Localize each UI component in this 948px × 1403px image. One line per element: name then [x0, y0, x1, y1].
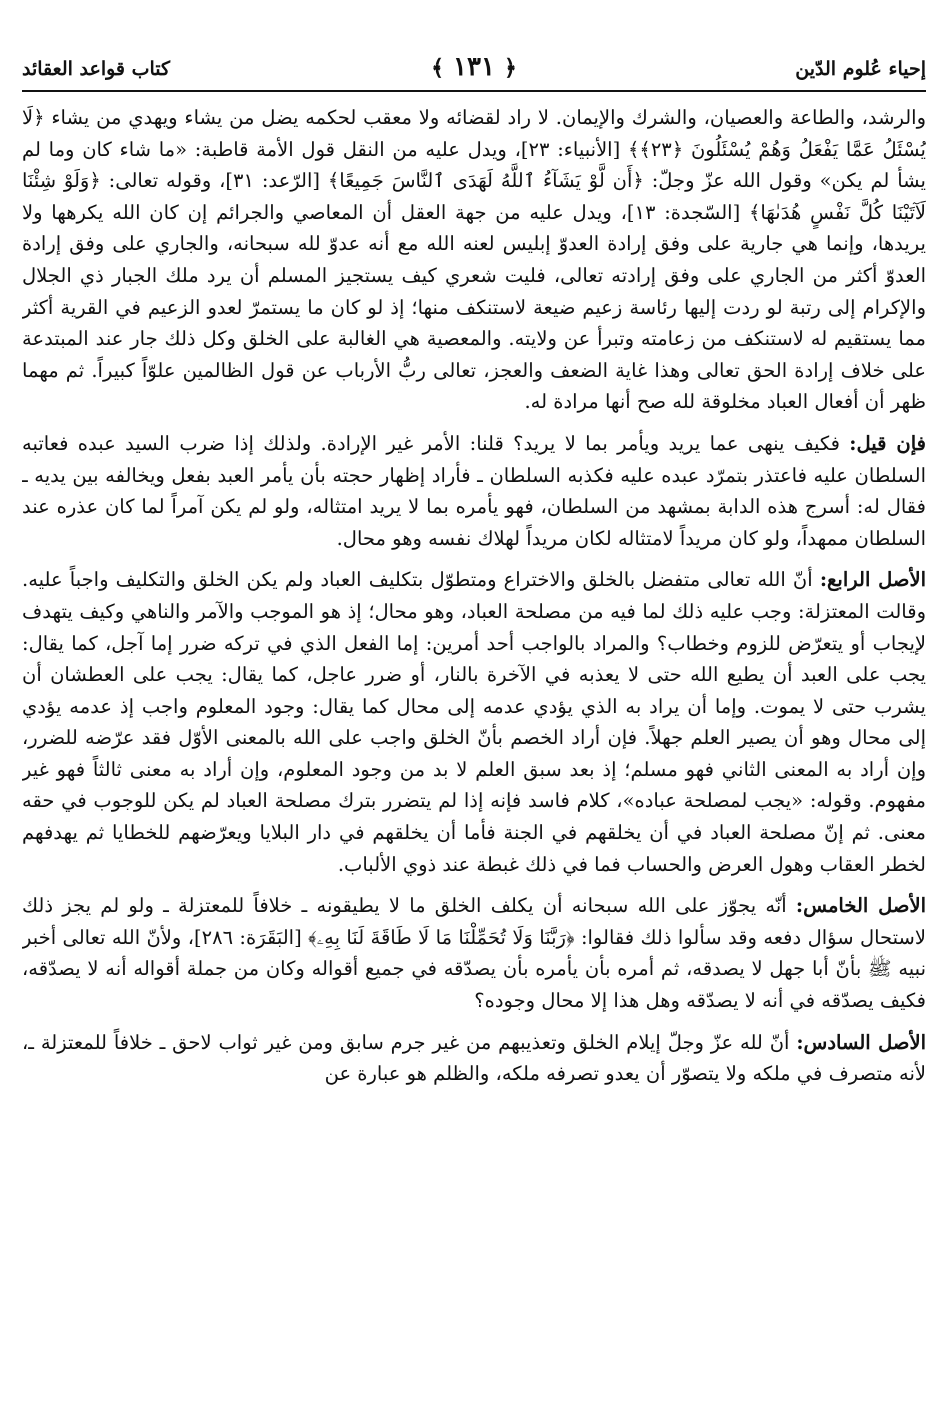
running-header — [22, 48, 926, 92]
book-page — [22, 48, 926, 1388]
paragraph-1 — [22, 102, 926, 418]
paragraph-4-text: أنّه يجوّز على الله سبحانه أن يكلف الخلق ما لا يطيقونه ـ خلافاً للمعتزلة ـ ولو لم يجز ذلك لاستحال سؤال دفعه وقد سألوا ذلك فقالوا: ﴿رَبَّنَا وَلَا تُحَمِّلْنَا مَا لَا طَاقَةَ لَنَا بِهِۦ﴾ [البَقَرَة: ٢٨٦]، ولأنّ الله تعالى أخبر نبيه ﷺ بأنّ أبا جهل لا يصدقه، ثم أمره بأن يأمره بأن يصدّقه في جميع أقواله وكان من جملة أقواله أنه لا يصدّقه، فكيف يصدّقه في أنه لا يصدّقه وهل هذا إلا محال وجوده؟ — [22, 894, 926, 1013]
body-text — [22, 102, 926, 1090]
paragraph-2-heading: فإن قيل: — [849, 431, 926, 455]
chapter-title: كتاب قواعد العقائد — [22, 58, 171, 80]
paragraph-3-text: أنّ الله تعالى متفضل بالخلق والاختراع ومتطوّل بتكليف العباد ولم يكن الخلق والتكليف واجباً عليه. وقالت المعتزلة: وجب عليه ذلك لما فيه من مصلحة العباد، وهو محال؛ إذ هو الموجب والآمر والناهي وكيف يتهدف لإيجاب أو يتعرّض للزوم وخطاب؟ والمراد بالواجب أحد أمرين: إما الفعل الذي في تركه ضرر إما آجل، كما يقال: يجب على العبد أن يطيع الله حتى لا يعذبه في الآخرة بالنار، أو ضرر عاجل، كما يقال: يجب على العطشان أن يشرب حتى لا يموت. وإما أن يراد به الذي يؤدي عدمه إلى محال كما يقال: وجود المعلوم واجب إذ عدمه يؤدي إلى محال وهو أن يصير العلم جهلاً. فإن أراد الخصم بأنّ الخلق واجب على الله بالمعنى الأوّل فقد عرّضه للضرر، وإن أراد به المعنى الثاني فهو مسلم؛ إذ بعد سبق العلم لا بد من وجود المعلوم، وإن أراد به معنى ثالثاً فهو غير مفهوم. وقوله: «يجب لمصلحة عباده»، كلام فاسد فإنه إذا لم يتضرر بترك مصلحة العباد لم يكن للوجوب في حقه معنى. ثم إنّ مصلحة العباد في أن يخلقهم في الجنة فأما أن يخلقهم في دار البلايا ويعرّضهم للخطايا ثم يهدفهم لخطر العقاب وهول العرض والحساب فما في ذلك غبطة عند ذوي الألباب. — [22, 568, 926, 876]
page-number-box — [431, 52, 517, 82]
paragraph-5-heading: الأصل السادس: — [796, 1030, 926, 1054]
page-number: ١٣١ — [453, 52, 495, 82]
paragraph-5-text: أنّ لله عزّ وجلّ إيلام الخلق وتعذيبهم من غير جرم سابق ومن غير ثواب لاحق ـ خلافاً للمعتزلة ـ، لأنه متصرف في ملكه ولا يتصوّر أن يعدو تصرفه ملكه، والظلم هو عبارة عن — [22, 1030, 926, 1086]
paragraph-3 — [22, 564, 926, 880]
ornament-bracket-close: ﴾ — [431, 55, 444, 81]
paragraph-4 — [22, 890, 926, 1016]
paragraph-3-heading: الأصل الرابع: — [819, 568, 926, 592]
paragraph-2-text: فكيف ينهى عما يريد ويأمر بما لا يريد؟ قلنا: الأمر غير الإرادة. ولذلك إذا ضرب السيد عبده فعاتبه السلطان عليه فاعتذر بتمرّد عبده عليه فكذبه السلطان ـ فأراد إظهار حجته بأن يأمر العبد بفعل ويخالفه بين يديه ـ فقال له: أسرج هذه الدابة بمشهد من السلطان، فهو يأمره بما لا يريد امتثاله، ولو لم يكن آمراً لما كان عذره عند السلطان ممهداً، ولو كان مريداً لامتثاله لكان مريداً لهلاك نفسه وهو محال. — [22, 431, 926, 550]
ornament-bracket-open: ﴿ — [504, 55, 517, 81]
book-title: إحياء عُلوم الدّين — [795, 58, 926, 80]
paragraph-4-heading: الأصل الخامس: — [795, 894, 926, 918]
paragraph-5 — [22, 1027, 926, 1090]
paragraph-1-text: والرشد، والطاعة والعصيان، والشرك والإيمان. لا راد لقضائه ولا معقب لحكمه يضل من يشاء ويهدي من يشاء ﴿لَا يُسْئَلُ عَمَّا يَفْعَلُ وَهُمْ يُسْئَلُونَ ﴿٢٣﴾﴾ [الأنبياء: ٢٣]، ويدل عليه من النقل قول الأمة قاطبة: «ما شاء كان وما لم يشأ لم يكن» وقول الله عزّ وجلّ: ﴿أَن لَّوْ يَشَآءُ ٱللَّهُ لَهَدَى ٱلنَّاسَ جَمِيعًا﴾ [الرّعد: ٣١]، وقوله تعالى: ﴿وَلَوْ شِئْنَا لَآتَيْنَا كُلَّ نَفْسٍ هُدَىٰهَا﴾ [السّجدة: ١٣]، ويدل عليه من جهة العقل أن المعاصي والجرائم إن كان الله يكرهها ولا يريدها، وإنما هي جارية على وفق إرادة العدوّ إبليس لعنه الله مع أنه عدوّ لله سبحانه، والجاري على وفق إرادة العدوّ أكثر من الجاري على وفق إرادته تعالى، فليت شعري كيف يستجيز المسلم أن يرد ملك الجبار ذي الجلال والإكرام إلى رتبة لو ردت إليها رئاسة زعيم ضيعة لاستنكف منها؛ إذ لو كان ما يستمرّ لعدو الزعيم في القرية أكثر مما يستقيم له لاستنكف من زعامته وتبرأ عن ولايته. والمعصية هي الغالبة على الخلق وكل ذلك جار عند المبتدعة على خلاف إرادة الحق تعالى وهذا غاية الضعف والعجز، تعالى ربُّ الأرباب عن قول الظالمين علوّاً كبيراً. ثم مهما ظهر أن أفعال العباد مخلوقة لله صح أنها مرادة له. — [22, 106, 926, 414]
paragraph-2 — [22, 428, 926, 554]
